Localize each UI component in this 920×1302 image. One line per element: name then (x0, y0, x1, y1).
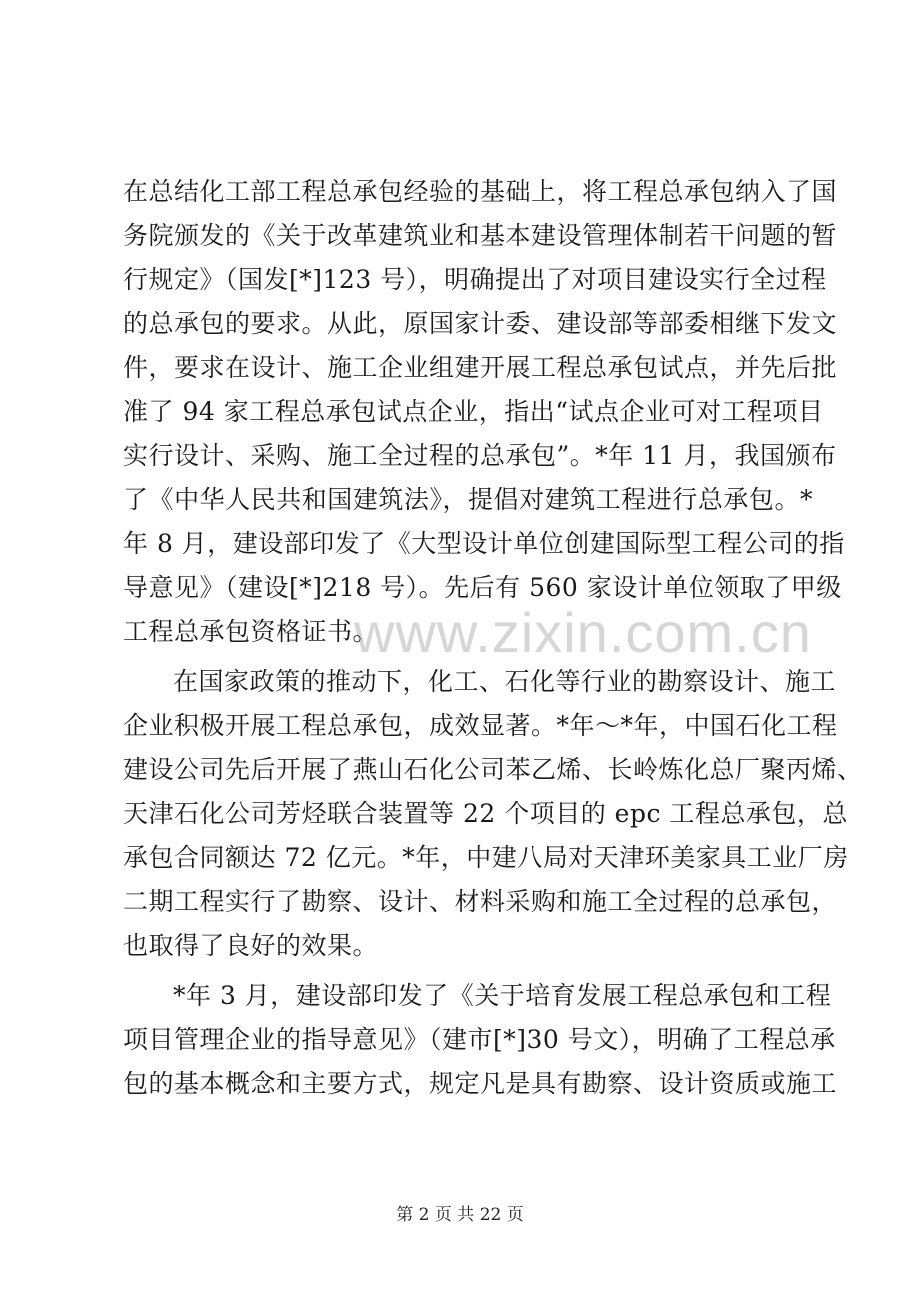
text-line: 行规定》（国发[*]123 号），明确提出了对项目建设实行全过程 (123, 265, 827, 294)
paragraph (123, 170, 845, 654)
text-line: 在国家政策的推动下，化工、石化等行业的勘察设计、施工 (173, 667, 837, 696)
text-line: 准了 94 家工程总承包试点企业，指出“试点企业可对工程项目 (123, 397, 824, 426)
text-line: 承包合同额达 72 亿元。*年，中建八局对天津环美家具工业厂房 (123, 843, 849, 872)
document-body (123, 170, 863, 1106)
text-line: 二期工程实行了勘察、设计、材料采购和施工全过程的总承包， (123, 887, 838, 916)
text-line: 工程总承包资格证书。 (123, 617, 379, 646)
text-line: 也取得了良好的效果。 (123, 931, 379, 960)
watermark: www.zixin.com.cn (354, 601, 812, 664)
text-line: 包的基本概念和主要方式，规定凡是具有勘察、设计资质或施工 (123, 1069, 838, 1098)
text-line: 导意见》（建设[*]218 号）。先后有 560 家设计单位领取了甲级 (123, 573, 842, 602)
text-line: 天津石化公司芳烃联合装置等 22 个项目的 epc 工程总承包，总 (123, 799, 848, 828)
text-line: 件，要求在设计、施工企业组建开展工程总承包试点，并先后批 (123, 353, 838, 382)
text-line: 在总结化工部工程总承包经验的基础上，将工程总承包纳入了国 (123, 177, 838, 206)
text-line: 企业积极开展工程总承包，成效显著。*年～*年，中国石化工程 (123, 711, 838, 740)
text-line: 了《中华人民共和国建筑法》，提倡对建筑工程进行总承包。* (123, 485, 813, 514)
text-line: *年 3 月，建设部印发了《关于培育发展工程总承包和工程 (173, 981, 832, 1010)
text-line: 建设公司先后开展了燕山石化公司苯乙烯、长岭炼化总厂聚丙烯、 (123, 755, 863, 784)
text-line: 实行设计、采购、施工全过程的总承包”。*年 11 月，我国颁布 (123, 441, 837, 470)
text-line: 年 8 月，建设部印发了《大型设计单位创建国际型工程公司的指 (123, 529, 845, 558)
paragraph (123, 660, 863, 968)
paragraph (123, 974, 838, 1106)
page-number-footer: 第 2 页 共 22 页 (396, 1205, 524, 1225)
text-line: 的总承包的要求。从此，原国家计委、建设部等部委相继下发文 (123, 309, 838, 338)
text-line: 务院颁发的《关于改革建筑业和基本建设管理体制若干问题的暂 (123, 221, 838, 250)
text-line: 项目管理企业的指导意见》（建市[*]30 号文），明确了工程总承 (123, 1025, 836, 1054)
